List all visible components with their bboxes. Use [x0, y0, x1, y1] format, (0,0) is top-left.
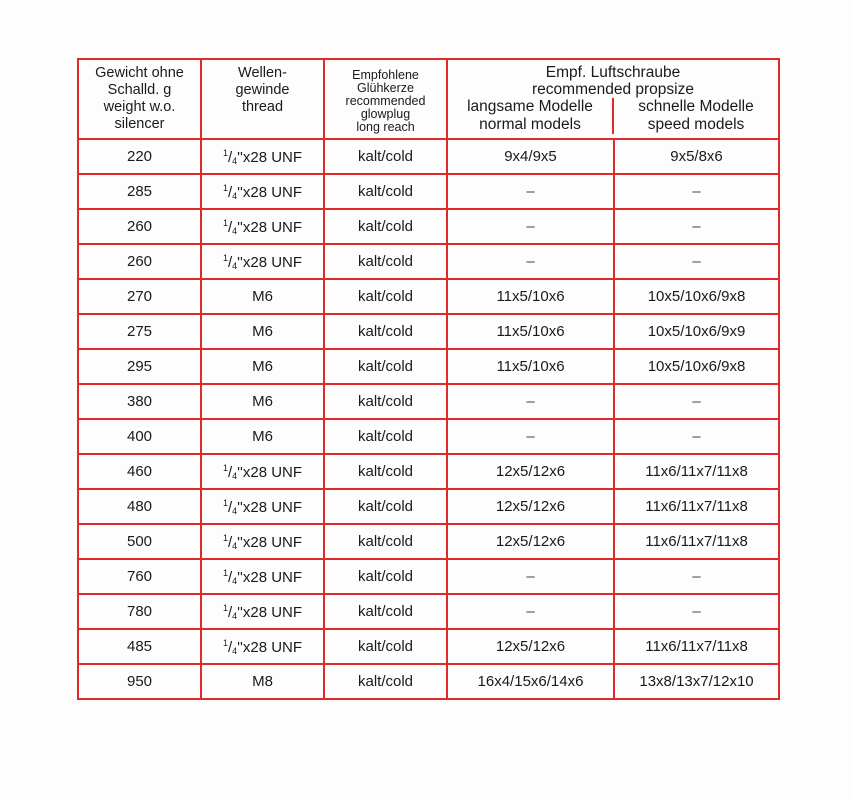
cell-fast: –	[614, 209, 779, 244]
header-thread-line: gewinde	[235, 82, 290, 98]
cell-glowplug: kalt/cold	[324, 629, 447, 664]
table-row	[78, 139, 779, 174]
cell-fast: 10x5/10x6/9x8	[614, 349, 779, 384]
header-fast-models	[614, 98, 778, 134]
header-glowplug-line: glowplug	[360, 106, 411, 121]
cell-fast: 11x6/11x7/11x8	[614, 524, 779, 559]
cell-thread: M6	[201, 419, 324, 454]
cell-fast: –	[614, 559, 779, 594]
cell-glowplug: kalt/cold	[324, 384, 447, 419]
cell-slow: –	[447, 384, 614, 419]
cell-glowplug: kalt/cold	[324, 664, 447, 699]
cell-slow: 11x5/10x6	[447, 349, 614, 384]
cell-weight: 400	[78, 419, 201, 454]
table-row	[78, 279, 779, 314]
cell-slow: 12x5/12x6	[447, 489, 614, 524]
cell-thread: $^1/_4''x28$ UNF	[201, 489, 324, 524]
table-row	[78, 454, 779, 489]
cell-slow: –	[447, 594, 614, 629]
cell-thread: $^1/_4''x28$ UNF	[201, 209, 324, 244]
table-row	[78, 489, 779, 524]
header-thread-line: Wellen-	[238, 65, 287, 81]
table-row	[78, 629, 779, 664]
cell-weight: 500	[78, 524, 201, 559]
cell-slow: 12x5/12x6	[447, 629, 614, 664]
cell-weight: 260	[78, 244, 201, 279]
cell-glowplug: kalt/cold	[324, 524, 447, 559]
header-slow-line: langsame Modelle	[467, 98, 593, 115]
cell-glowplug: kalt/cold	[324, 174, 447, 209]
table-row	[78, 524, 779, 559]
cell-fast: –	[614, 419, 779, 454]
header-glowplug-line: Empfohlene	[352, 67, 419, 82]
header-slow-models	[448, 98, 614, 134]
cell-slow: 11x5/10x6	[447, 314, 614, 349]
header-fast-line: speed models	[647, 116, 745, 133]
header-weight-line: Schalld. g	[107, 82, 172, 98]
cell-fast: 10x5/10x6/9x9	[614, 314, 779, 349]
header-glowplug-line: long reach	[356, 119, 415, 134]
table-row	[78, 244, 779, 279]
cell-glowplug: kalt/cold	[324, 489, 447, 524]
cell-fast: –	[614, 384, 779, 419]
cell-glowplug: kalt/cold	[324, 419, 447, 454]
header-fast-line: schnelle Modelle	[638, 98, 754, 115]
cell-slow: 16x4/15x6/14x6	[447, 664, 614, 699]
cell-thread: $^1/_4''x28$ UNF	[201, 594, 324, 629]
table-row	[78, 174, 779, 209]
header-glowplug-line: Glühkerze	[357, 80, 414, 95]
cell-fast: 13x8/13x7/12x10	[614, 664, 779, 699]
table-body	[78, 139, 779, 699]
cell-weight: 295	[78, 349, 201, 384]
header-weight-line: Gewicht ohne	[95, 65, 184, 81]
cell-glowplug: kalt/cold	[324, 139, 447, 174]
cell-thread: $^1/_4''x28$ UNF	[201, 559, 324, 594]
cell-weight: 480	[78, 489, 201, 524]
cell-weight: 950	[78, 664, 201, 699]
cell-fast: –	[614, 594, 779, 629]
cell-thread: $^1/_4''x28$ UNF	[201, 454, 324, 489]
header-slow-line: normal models	[479, 116, 581, 133]
cell-slow: 11x5/10x6	[447, 279, 614, 314]
cell-thread: $^1/_4''x28$ UNF	[201, 244, 324, 279]
header-weight-line: weight w.o.	[103, 99, 176, 115]
cell-fast: 9x5/8x6	[614, 139, 779, 174]
header-glowplug	[324, 59, 447, 139]
cell-glowplug: kalt/cold	[324, 559, 447, 594]
table-row	[78, 419, 779, 454]
cell-weight: 285	[78, 174, 201, 209]
cell-fast: 11x6/11x7/11x8	[614, 629, 779, 664]
cell-thread: M6	[201, 384, 324, 419]
cell-glowplug: kalt/cold	[324, 209, 447, 244]
cell-fast: –	[614, 244, 779, 279]
cell-slow: –	[447, 209, 614, 244]
cell-weight: 275	[78, 314, 201, 349]
table-row	[78, 314, 779, 349]
cell-weight: 270	[78, 279, 201, 314]
table-row	[78, 349, 779, 384]
cell-weight: 485	[78, 629, 201, 664]
cell-glowplug: kalt/cold	[324, 244, 447, 279]
cell-thread: $^1/_4''x28$ UNF	[201, 629, 324, 664]
cell-weight: 260	[78, 209, 201, 244]
header-propsize-split	[448, 98, 778, 134]
cell-slow: –	[447, 559, 614, 594]
cell-weight: 380	[78, 384, 201, 419]
cell-fast: –	[614, 174, 779, 209]
cell-weight: 780	[78, 594, 201, 629]
cell-fast: 11x6/11x7/11x8	[614, 489, 779, 524]
cell-glowplug: kalt/cold	[324, 279, 447, 314]
cell-thread: M8	[201, 664, 324, 699]
engine-spec-table	[77, 58, 780, 700]
cell-glowplug: kalt/cold	[324, 454, 447, 489]
cell-weight: 460	[78, 454, 201, 489]
cell-slow: 12x5/12x6	[447, 524, 614, 559]
table-row	[78, 559, 779, 594]
cell-thread: M6	[201, 314, 324, 349]
table-row	[78, 384, 779, 419]
cell-slow: –	[447, 419, 614, 454]
header-propsize-title: Empf. Luftschraube	[545, 64, 681, 81]
header-propsize	[447, 59, 779, 139]
cell-thread: M6	[201, 349, 324, 384]
cell-slow: 12x5/12x6	[447, 454, 614, 489]
header-propsize-subtitle: recommended propsize	[532, 81, 694, 98]
header-thread-line: thread	[241, 99, 284, 115]
cell-slow: –	[447, 174, 614, 209]
cell-glowplug: kalt/cold	[324, 349, 447, 384]
header-weight-line: silencer	[114, 116, 165, 132]
cell-fast: 10x5/10x6/9x8	[614, 279, 779, 314]
cell-slow: 9x4/9x5	[447, 139, 614, 174]
table-row	[78, 209, 779, 244]
cell-thread: M6	[201, 279, 324, 314]
header-glowplug-line: recommended	[345, 93, 426, 108]
cell-thread: $^1/_4''x28$ UNF	[201, 524, 324, 559]
cell-glowplug: kalt/cold	[324, 594, 447, 629]
cell-slow: –	[447, 244, 614, 279]
cell-thread: $^1/_4''x28$ UNF	[201, 139, 324, 174]
cell-weight: 760	[78, 559, 201, 594]
header-weight	[78, 59, 201, 139]
cell-weight: 220	[78, 139, 201, 174]
cell-glowplug: kalt/cold	[324, 314, 447, 349]
cell-fast: 11x6/11x7/11x8	[614, 454, 779, 489]
cell-thread: $^1/_4''x28$ UNF	[201, 174, 324, 209]
table-row	[78, 594, 779, 629]
header-thread	[201, 59, 324, 139]
table-row	[78, 664, 779, 699]
